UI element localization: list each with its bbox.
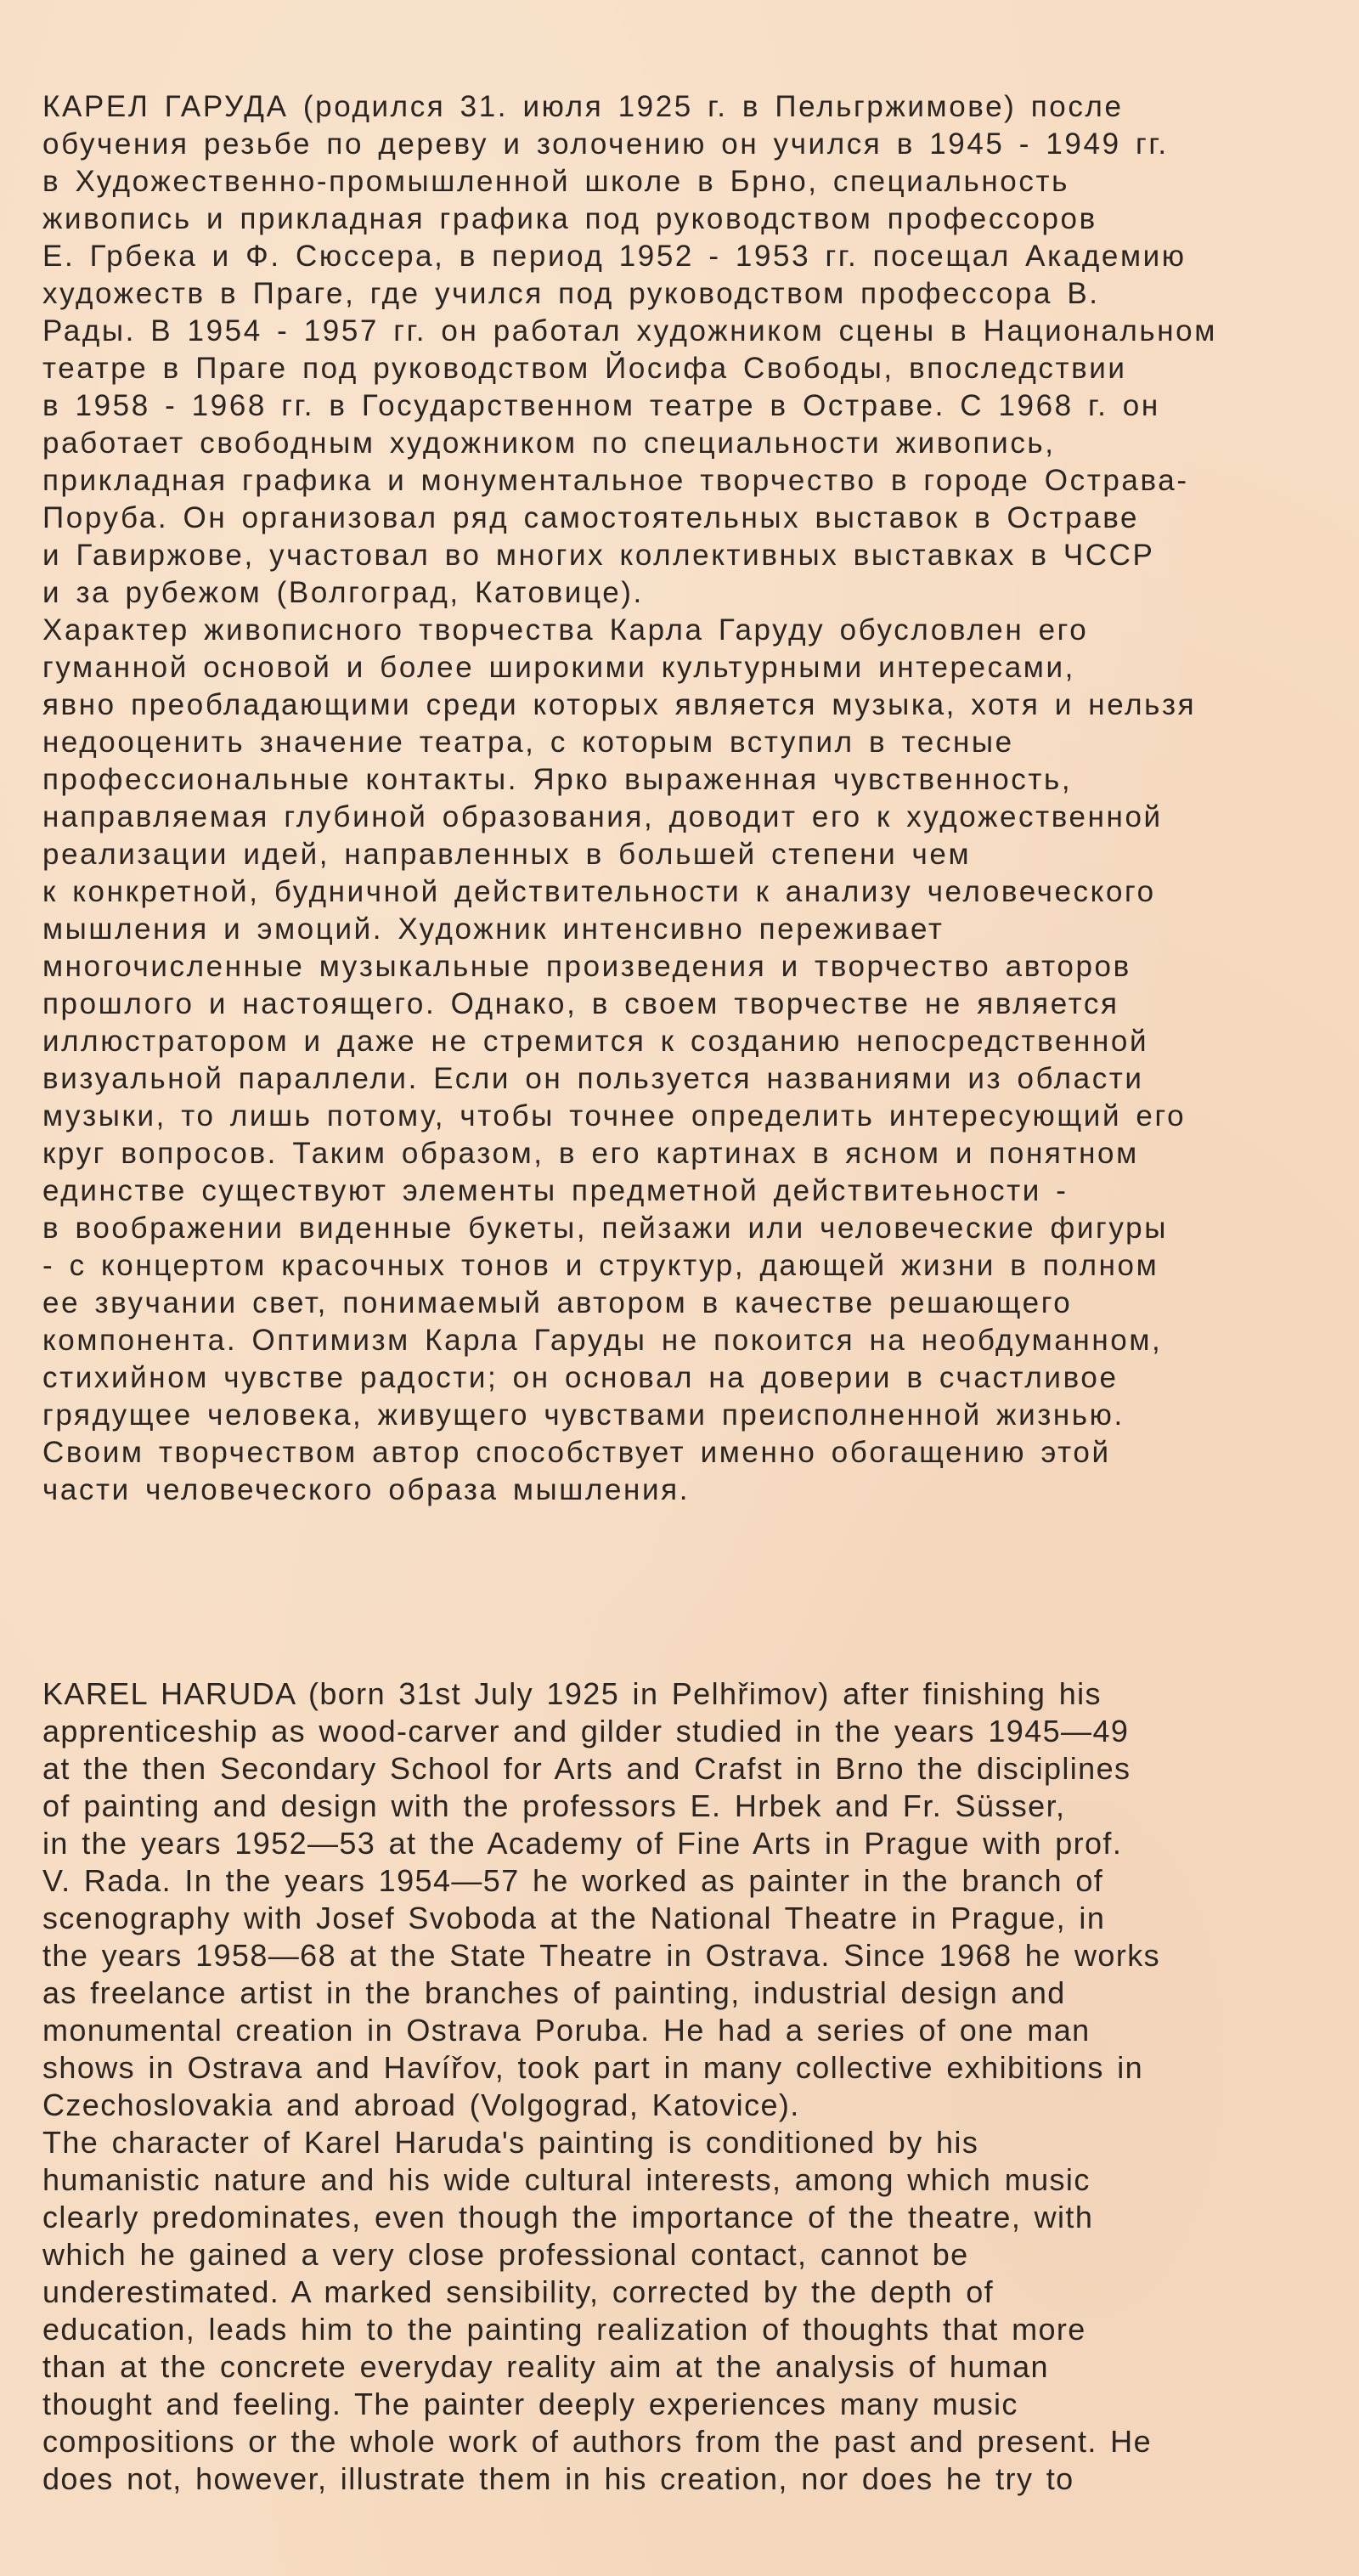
russian-text-line: музыки, то лишь потому, чтобы точнее определить интересующий его xyxy=(42,1099,1187,1133)
english-text-line: KAREL HARUDA (born 31st July 1925 in Pelhřimov) after finishing his xyxy=(42,1676,1102,1711)
russian-text-line: и Гавиржове, участовал во многих коллективных выставках в ЧССР xyxy=(42,539,1155,572)
russian-text-line: театре в Праге под руководством Йосифа Свободы, впоследствии xyxy=(42,352,1127,385)
russian-text-line: направляемая глубиной образования, доводит его к художественной xyxy=(42,800,1163,833)
english-text-line: which he gained a very close professional contact, cannot be xyxy=(42,2237,969,2272)
russian-text-line: гуманной основой и более широкими культурными интересами, xyxy=(42,651,1075,684)
russian-text-line: многочисленные музыкальные произведения и творчество авторов xyxy=(42,950,1131,983)
russian-text-line: Поруба. Он организовал ряд самостоятельных выставок в Остраве xyxy=(42,501,1140,534)
russian-text-line: - с концертом красочных тонов и структур, дающей жизни в полном xyxy=(42,1249,1159,1282)
russian-text-line: в 1958 - 1968 гг. в Государственном театре в Остраве. С 1968 г. он xyxy=(42,389,1160,422)
russian-text-line: Е. Грбека и Ф. Сюссера, в период 1952 - 1953 гг. посещал Академию xyxy=(42,240,1187,273)
russian-text-line: и за рубежом (Волгоград, Катовице). xyxy=(42,576,644,609)
russian-text-line: недооценить значение театра, с которым вступил в тесные xyxy=(42,726,1014,759)
russian-text-line: ее звучании свет, понимаемый автором в качестве решающего xyxy=(42,1286,1073,1319)
russian-text-line: художеств в Праге, где учился под руководством профессора В. xyxy=(42,277,1100,310)
russian-text-line: части человеческого образа мышления. xyxy=(42,1473,691,1506)
english-text-line: humanistic nature and his wide cultural interests, among which music xyxy=(42,2162,1091,2197)
russian-text-line: обучения резьбе по дереву и золочению он учился в 1945 - 1949 гг. xyxy=(42,127,1169,161)
english-text-line: as freelance artist in the branches of painting, industrial design and xyxy=(42,1975,1066,2010)
english-text-line: Czechoslovakia and abroad (Volgograd, Katovice). xyxy=(42,2087,800,2122)
english-text-line: apprenticeship as wood-carver and gilder studied in the years 1945—49 xyxy=(42,1714,1130,1748)
english-text-line: thought and feeling. The painter deeply experiences many music xyxy=(42,2387,1018,2421)
english-text-line: of painting and design with the professors E. Hrbek and Fr. Süsser, xyxy=(42,1788,1066,1823)
english-text-line: clearly predominates, even though the importance of the theatre, with xyxy=(42,2200,1094,2234)
english-text-line: the years 1958—68 at the State Theatre in Ostrava. Since 1968 he works xyxy=(42,1938,1161,1973)
russian-text-line: Рады. В 1954 - 1957 гг. он работал художником сцены в Национальном xyxy=(42,314,1217,347)
english-text-line: compositions or the whole work of authors from the past and present. He xyxy=(42,2424,1152,2459)
russian-text-line: иллюстратором и даже не стремится к созданию непосредственной xyxy=(42,1025,1149,1058)
english-text-line: V. Rada. In the years 1954—57 he worked as painter in the branch of xyxy=(42,1863,1104,1898)
russian-text-line: прошлого и настоящего. Однако, в своем творчестве не является xyxy=(42,987,1119,1020)
russian-text-line: грядущее человека, живущего чувствами преисполненной жизнью. xyxy=(42,1398,1125,1432)
russian-text-line: КАРЕЛ ГАРУДА (родился 31. июля 1925 г. в Пельгржимове) после xyxy=(42,90,1124,123)
english-text-line: scenography with Josef Svoboda at the National Theatre in Prague, in xyxy=(42,1901,1106,1935)
russian-text-line: Характер живописного творчества Карла Гаруду обусловлен его xyxy=(42,613,1089,647)
russian-text-line: реализации идей, направленных в большей степени чем xyxy=(42,838,972,871)
english-text-line: monumental creation in Ostrava Poruba. He had a series of one man xyxy=(42,2013,1091,2048)
russian-text-line: единстве существуют элементы предметной действитеьности - xyxy=(42,1174,1069,1207)
english-text-line: education, leads him to the painting realization of thoughts that more xyxy=(42,2312,1086,2347)
russian-text-line: к конкретной, будничной действительности к анализу человеческого xyxy=(42,875,1156,908)
russian-text-line: в воображении виденные букеты, пейзажи или человеческие фигуры xyxy=(42,1212,1168,1245)
english-text-line: shows in Ostrava and Havířov, took part in many collective exhibitions in xyxy=(42,2050,1144,2085)
russian-text-line: компонента. Оптимизм Карла Гаруды не покоится на необдуманном, xyxy=(42,1324,1163,1357)
russian-text-line: работает свободным художником по специальности живопись, xyxy=(42,427,1056,460)
russian-text-line: явно преобладающими среди которых является музыка, хотя и нельзя xyxy=(42,688,1197,721)
english-text-line: than at the concrete everyday reality aim at the analysis of human xyxy=(42,2349,1049,2384)
russian-text-line: живопись и прикладная графика под руководством профессоров xyxy=(42,202,1097,235)
english-text-line: at the then Secondary School for Arts and Crafst in Brno the disciplines xyxy=(42,1751,1131,1786)
russian-text-line: мышления и эмоций. Художник интенсивно переживает xyxy=(42,912,945,946)
russian-text-line: Своим творчеством автор способствует именно обогащению этой xyxy=(42,1436,1111,1469)
russian-text-line: в Художественно-промышленной школе в Брно, специальность xyxy=(42,165,1069,198)
english-text-line: The character of Karel Haruda's painting is conditioned by his xyxy=(42,2125,979,2160)
russian-biography-text xyxy=(42,88,1334,1509)
russian-text-line: стихийном чувстве радости; он основал на доверии в счастливое xyxy=(42,1361,1119,1394)
russian-text-line: профессиональные контакты. Ярко выраженная чувственность, xyxy=(42,763,1073,796)
russian-text-line: круг вопросов. Таким образом, в его картинах в ясном и понятном xyxy=(42,1137,1139,1170)
english-text-line: does not, however, illustrate them in his creation, nor does he try to xyxy=(42,2461,1074,2496)
russian-text-line: визуальной параллели. Если он пользуется названиями из области xyxy=(42,1062,1144,1095)
english-biography-text xyxy=(42,1675,1334,2498)
russian-text-line: прикладная графика и монументальное творчество в городе Острава- xyxy=(42,464,1189,497)
english-text-line: in the years 1952—53 at the Academy of Fine Arts in Prague with prof. xyxy=(42,1826,1123,1861)
english-text-line: underestimated. A marked sensibility, corrected by the depth of xyxy=(42,2274,995,2309)
